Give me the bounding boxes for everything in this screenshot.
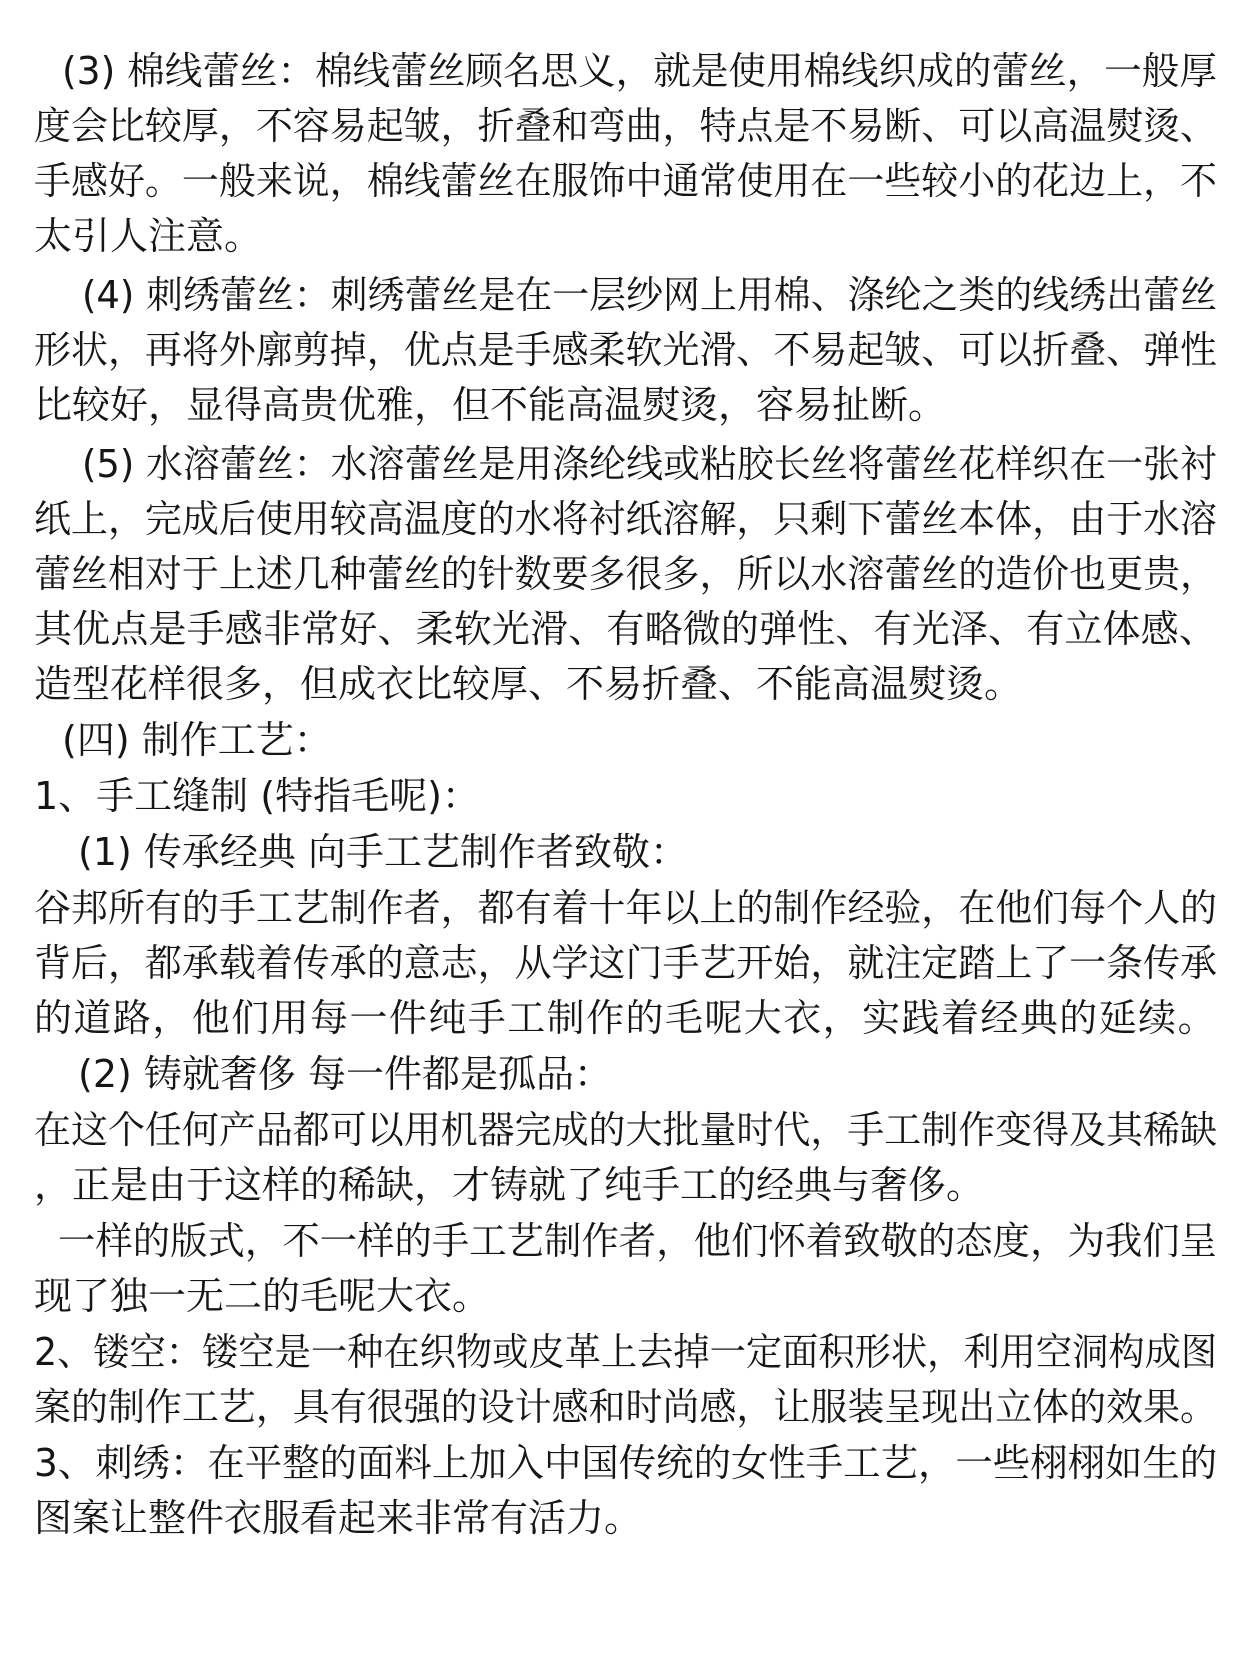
text-line: 的道路，他们用每一件纯手工制作的毛呢大衣，实践着经典的延续。 <box>34 996 1218 1040</box>
text-line: 2、镂空：镂空是一种在织物或皮革上去掉一定面积形状，利用空洞构成图 <box>34 1330 1218 1374</box>
item-heading: (1) 传承经典 向手工艺制作者致敬： <box>78 830 688 874</box>
text-line: 造型花样很多，但成衣比较厚、不易折叠、不能高温熨烫。 <box>34 662 1023 706</box>
text-line: 谷邦所有的手工艺制作者，都有着十年以上的制作经验，在他们每个人的 <box>34 886 1218 930</box>
text-line: 形状，再将外廓剪掉，优点是手感柔软光滑、不易起皱、可以折叠、弹性 <box>34 328 1218 372</box>
text-line: 太引人注意。 <box>34 214 263 258</box>
text-line: 3、刺绣：在平整的面料上加入中国传统的女性手工艺，一些栩栩如生的 <box>34 1441 1218 1485</box>
text-line: 其优点是手感非常好、柔软光滑、有略微的弹性、有光泽、有立体感、 <box>34 607 1218 651</box>
text-line: 一样的版式，不一样的手工艺制作者，他们怀着致敬的态度，为我们呈 <box>58 1219 1218 1263</box>
text-line: ，正是由于这样的稀缺，才铸就了纯手工的经典与奢侈。 <box>34 1163 985 1207</box>
text-line: 图案让整件衣服看起来非常有活力。 <box>34 1496 643 1540</box>
text-line: 手感好。一般来说，棉线蕾丝在服饰中通常使用在一些较小的花边上，不 <box>34 159 1218 203</box>
text-line: 案的制作工艺，具有很强的设计感和时尚感，让服装呈现出立体的效果。 <box>34 1385 1218 1429</box>
text-line: 现了独一无二的毛呢大衣。 <box>34 1274 491 1318</box>
text-line: 蕾丝相对于上述几种蕾丝的针数要多很多，所以水溶蕾丝的造价也更贵， <box>34 552 1218 596</box>
text-line: 背后，都承载着传承的意志，从学这门手艺开始，就注定踏上了一条传承 <box>34 941 1218 985</box>
subsection-heading: 1、手工缝制 (特指毛呢)： <box>34 774 480 818</box>
text-line: 在这个任何产品都可以用机器完成的大批量时代，手工制作变得及其稀缺 <box>34 1108 1218 1152</box>
text-line: (5) 水溶蕾丝：水溶蕾丝是用涤纶线或粘胶长丝将蕾丝花样织在一张衬 <box>82 442 1217 486</box>
text-line: 比较好，显得高贵优雅，但不能高温熨烫，容易扯断。 <box>34 383 947 427</box>
section-heading: (四) 制作工艺： <box>62 718 332 762</box>
text-line: 纸上，完成后使用较高温度的水将衬纸溶解，只剩下蕾丝本体，由于水溶 <box>34 497 1218 541</box>
text-line: 度会比较厚，不容易起皱，折叠和弯曲，特点是不易断、可以高温熨烫、 <box>34 104 1218 148</box>
text-line: (3) 棉线蕾丝：棉线蕾丝顾名思义，就是使用棉线织成的蕾丝，一般厚 <box>62 49 1217 93</box>
item-heading: (2) 铸就奢侈 每一件都是孤品： <box>78 1052 612 1096</box>
text-line: (4) 刺绣蕾丝：刺绣蕾丝是在一层纱网上用棉、涤纶之类的线绣出蕾丝 <box>82 273 1217 317</box>
